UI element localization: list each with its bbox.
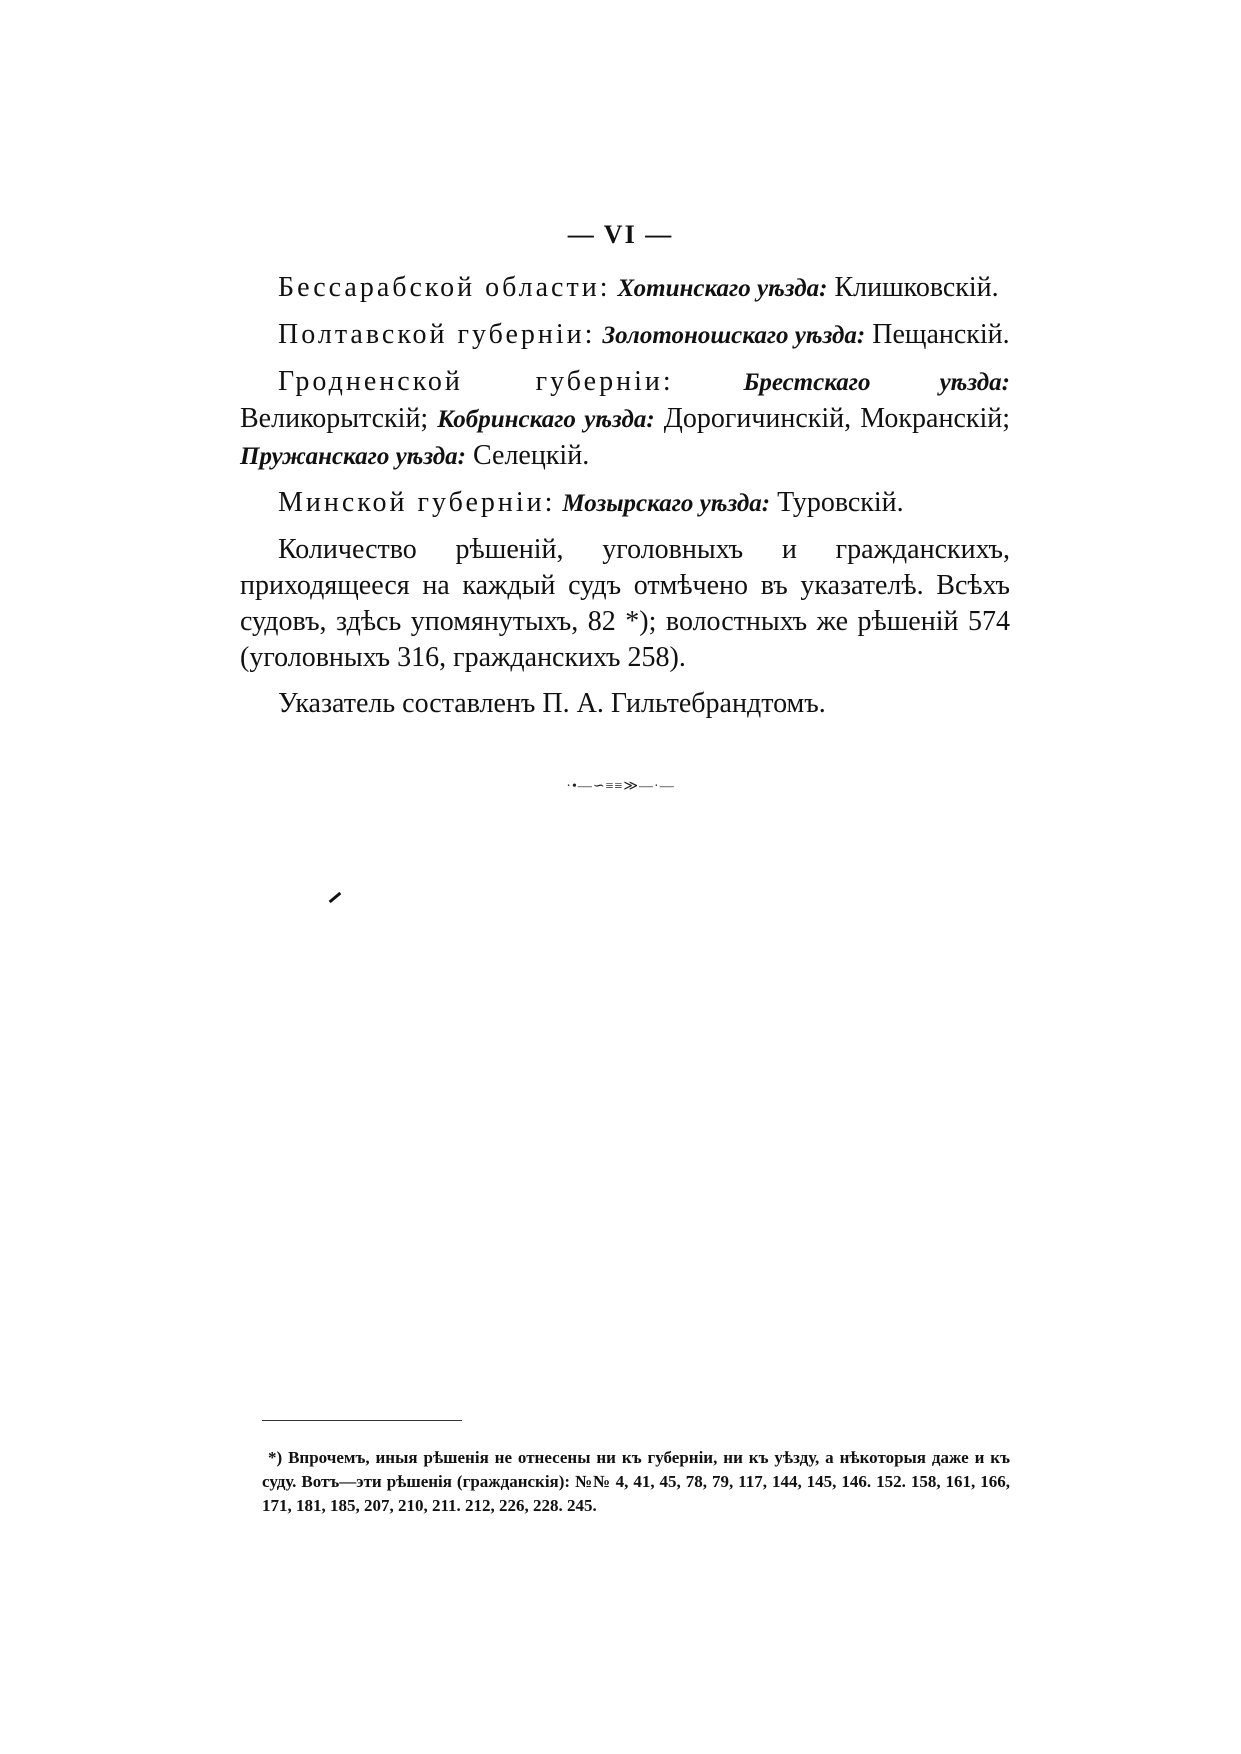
body-text <box>240 270 1010 732</box>
compiler-text: Указатель составленъ П. А. Гильтебрандтомъ. <box>278 688 826 719</box>
page-number: — VI — <box>567 220 674 249</box>
region-heading: Гродненской губерніи: <box>278 366 674 397</box>
footnote-rule <box>262 1420 462 1421</box>
district-label: Брестскаго уѣзда: <box>743 369 1010 396</box>
district-label: Кобринскаго уѣзда: <box>437 406 655 433</box>
paragraph-count <box>240 532 1010 676</box>
court-name: Дорогичинскій, Мокранскій; <box>663 403 1011 434</box>
court-name: Селецкій. <box>473 440 590 471</box>
footnote-text: *) Впрочемъ, иныя рѣшенія не отнесены ни къ губерніи, ни къ уѣзду, а нѣкоторыя даже и къ суду. Вотъ—эти рѣшенія (гражданскія): №№ 4, 41, 45, 78, 79, 117, 144, 145, 146. 152. 158, 161, 166, 171, 181, 185, 207, 210, 211. 212, 226, 228. 245. <box>262 1448 1010 1515</box>
court-name: Пещанскій. <box>872 319 1010 350</box>
ornament-divider: ·•—∽≡≡≫—·— <box>566 779 675 794</box>
district-label: Хотинскаго уѣзда: <box>617 275 828 302</box>
court-name: Великорытскій; <box>240 403 429 434</box>
region-heading: Бессарабской области: <box>278 272 611 303</box>
ink-mark <box>329 892 342 903</box>
court-name: Туровскій. <box>777 487 904 518</box>
paragraph-grodno <box>240 364 1010 475</box>
paragraph-bessarabia <box>240 270 1010 307</box>
paragraph-compiler <box>240 686 1010 722</box>
district-label: Золотоношскаго уѣзда: <box>602 322 866 349</box>
paragraph-poltava <box>240 317 1010 354</box>
region-heading: Минской губерніи: <box>278 487 556 518</box>
count-text: Количество рѣшеній, уголовныхъ и гражданскихъ, приходящееся на каждый судъ отмѣчено въ указателѣ. Всѣхъ судовъ, здѣсь упомянутыхъ, 82 *); волостныхъ же рѣшеній 574 (уголовныхъ 316, гражданскихъ 258). <box>240 534 1010 673</box>
court-name: Клишковскій. <box>834 272 999 303</box>
district-label: Мозырскаго уѣзда: <box>562 490 771 517</box>
paragraph-minsk <box>240 485 1010 522</box>
region-heading: Полтавской губерніи: <box>278 319 596 350</box>
district-label: Пружанскаго уѣзда: <box>240 443 466 470</box>
footnote <box>262 1446 1010 1518</box>
